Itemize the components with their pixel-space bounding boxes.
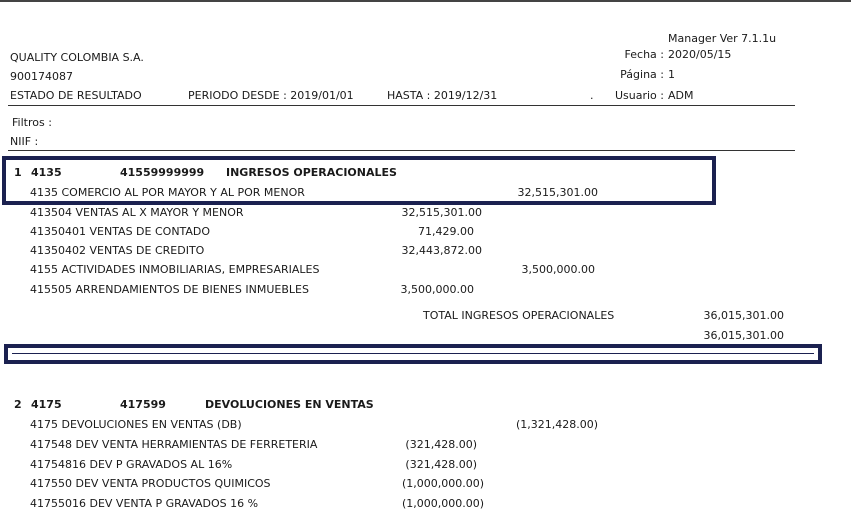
separator-dot: . xyxy=(590,89,594,102)
total-underline xyxy=(12,353,814,354)
section1-row-label: 4155 ACTIVIDADES INMOBILIARIAS, EMPRESARIALES xyxy=(30,263,320,276)
page-label: Página : xyxy=(620,68,664,81)
section1-range: 41559999999 xyxy=(120,166,205,179)
section1-number: 1 xyxy=(14,166,22,179)
section2-row-amount: (1,321,428.00) xyxy=(515,418,598,431)
section1-row-label: 41350401 VENTAS DE CONTADO xyxy=(30,225,211,238)
section2-row-amount: (321,428.00) xyxy=(405,458,477,471)
section2-row-amount: (321,428.00) xyxy=(405,438,477,451)
app-version: Manager Ver 7.1.1u xyxy=(668,32,777,45)
section1-row-label: 41350402 VENTAS DE CREDITO xyxy=(30,244,205,257)
filters-label: Filtros : xyxy=(12,116,52,129)
highlight-box-total xyxy=(4,344,822,364)
user-value: ADM xyxy=(668,89,694,102)
company-nit: 900174087 xyxy=(10,70,73,83)
section1-total-value: 36,015,301.00 xyxy=(703,309,784,322)
filters-divider xyxy=(8,150,795,151)
section1-row-label: 4135 COMERCIO AL POR MAYOR Y AL POR MENOR xyxy=(30,186,305,199)
section2-title: DEVOLUCIONES EN VENTAS xyxy=(205,398,374,411)
section1-row-amount: 3,500,000.00 xyxy=(521,263,595,276)
section2-row-label: 41755016 DEV VENTA P GRAVADOS 16 % xyxy=(30,497,259,510)
section2-row-amount: (1,000,000.00) xyxy=(401,477,484,490)
section2-code: 4175 xyxy=(31,398,62,411)
section1-total-label: TOTAL INGRESOS OPERACIONALES xyxy=(423,309,615,322)
period-from: PERIODO DESDE : 2019/01/01 xyxy=(188,89,354,102)
section2-row-label: 41754816 DEV P GRAVADOS AL 16% xyxy=(30,458,233,471)
section2-row-label: 417550 DEV VENTA PRODUCTOS QUIMICOS xyxy=(30,477,271,490)
highlight-box-section1 xyxy=(2,156,716,205)
niif-label: NIIF : xyxy=(10,135,39,148)
section1-row-label: 413504 VENTAS AL X MAYOR Y MENOR xyxy=(30,206,244,219)
page-value: 1 xyxy=(668,68,675,81)
section1-title: INGRESOS OPERACIONALES xyxy=(226,166,397,179)
date-value: 2020/05/15 xyxy=(668,48,732,61)
section1-row-amount: 32,443,872.00 xyxy=(401,244,482,257)
section1-row-label: 415505 ARRENDAMIENTOS DE BIENES INMUEBLES xyxy=(30,283,309,296)
top-border xyxy=(0,0,851,2)
section1-grand-total: 36,015,301.00 xyxy=(703,329,784,342)
section1-row-amount: 32,515,301.00 xyxy=(401,206,482,219)
section2-range: 417599 xyxy=(120,398,166,411)
section2-row-label: 4175 DEVOLUCIONES EN VENTAS (DB) xyxy=(30,418,242,431)
section2-number: 2 xyxy=(14,398,22,411)
section1-row-amount: 32,515,301.00 xyxy=(517,186,598,199)
company-name: QUALITY COLOMBIA S.A. xyxy=(10,51,144,64)
section2-row-amount: (1,000,000.00) xyxy=(401,497,484,510)
section1-row-amount: 71,429.00 xyxy=(418,225,474,238)
section2-row-label: 417548 DEV VENTA HERRAMIENTAS DE FERRETERIA xyxy=(30,438,318,451)
period-until: HASTA : 2019/12/31 xyxy=(387,89,498,102)
user-label: Usuario : xyxy=(614,89,664,102)
date-label: Fecha : xyxy=(624,48,664,61)
section1-code: 4135 xyxy=(31,166,62,179)
header-divider xyxy=(8,105,795,106)
section1-row-amount: 3,500,000.00 xyxy=(400,283,474,296)
report-title: ESTADO DE RESULTADO xyxy=(10,89,142,102)
